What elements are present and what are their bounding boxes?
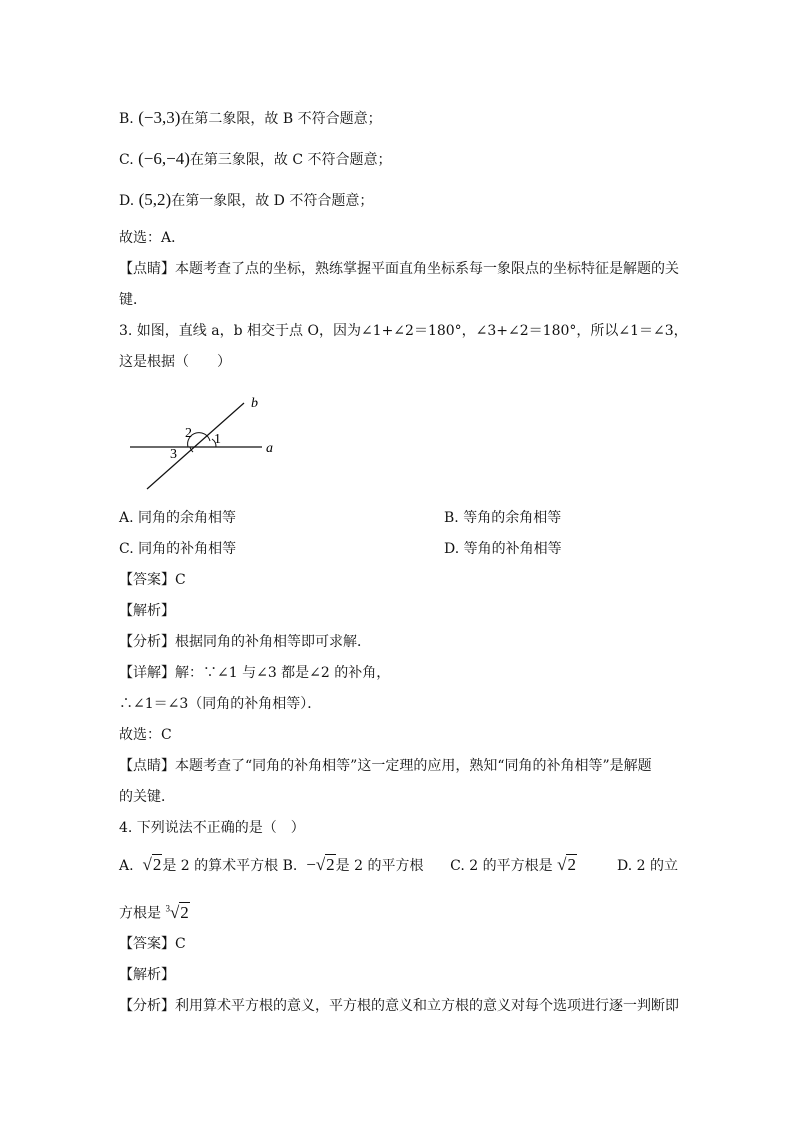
q3-answer: 【答案】C [119, 572, 186, 588]
q4-option-a-text: 是 2 的算术平方根 [162, 858, 279, 874]
q4-option-a-label: A. [119, 858, 134, 874]
q3-option-c: C. 同角的补角相等 [119, 541, 237, 557]
label-b: b [251, 396, 258, 411]
q3-choice: 故选：C [119, 727, 172, 743]
q4-stem: 4. 下列说法不正确的是（ ） [119, 820, 305, 836]
line-b [147, 403, 244, 489]
q4-analysis-tag: 【解析】 [119, 967, 175, 983]
q2-option-c: C. (−6,−4)在第三象限，故 C 不符合题意； [119, 149, 392, 168]
q3-analysis-tag: 【解析】 [119, 603, 175, 619]
label-2: 2 [185, 426, 192, 441]
q3-option-d: D. 等角的补角相等 [444, 541, 562, 557]
q4-options-line2: 方根是 $^3$√2 [119, 902, 189, 922]
q2-comment-line2: 键． [119, 292, 147, 308]
q3-figure [120, 390, 290, 495]
q3-option-a: A. 同角的余角相等 [119, 510, 237, 526]
q3-stem-line2: 这是根据（ ） [119, 354, 231, 370]
q2-option-b: B. (−3,3)在第二象限，故 B 不符合题意； [119, 108, 382, 127]
q4-fenxi: 【分析】利用算术平方根的意义，平方根的意义和立方根的意义对每个选项进行逐一判断即 [119, 998, 679, 1014]
label-3: 3 [170, 447, 177, 462]
q4-answer: 【答案】C [119, 936, 186, 952]
q4-option-d: D. 2 的立 [617, 858, 678, 874]
q3-comment-line2: 的关键． [119, 789, 175, 805]
q4-option-c-sqrt: √2 [557, 855, 576, 874]
q3-option-b: B. 等角的余角相等 [444, 510, 562, 526]
q4-option-b-neg-sqrt: −√2 [306, 855, 335, 874]
q2-option-d: D. (5,2)在第一象限，故 D 不符合题意； [119, 190, 374, 209]
q2-comment-line1: 【点睛】本题考查了点的坐标，熟练掌握平面直角坐标系每一象限点的坐标特征是解题的关 [119, 261, 679, 277]
q4-option-b-text: 是 2 的平方根 [335, 858, 424, 874]
q3-comment-line1: 【点睛】本题考查了“同角的补角相等”这一定理的应用，熟知“同角的补角相等”是解题 [119, 758, 652, 774]
q4-options-line1 [119, 855, 678, 876]
q4-option-d-cbrt: $^3$√2 [165, 902, 189, 922]
label-a: a [266, 441, 273, 456]
q3-conclusion: ∴∠1＝∠3（同角的补角相等）． [119, 696, 322, 712]
label-1: 1 [214, 432, 221, 447]
q3-xiangjie: 【详解】解：∵∠1 与∠3 都是∠2 的补角， [119, 665, 391, 681]
q3-fenxi: 【分析】根据同角的补角相等即可求解． [119, 634, 371, 650]
q4-option-a-sqrt: √2 [142, 855, 162, 874]
q4-option-c: C. 2 的平方根是 [450, 858, 553, 874]
q3-stem-line1: 3. 如图，直线 a，b 相交于点 O，因为∠1+∠2＝180°，∠3+∠2＝180°，所以∠1＝∠3， [119, 323, 688, 339]
q2-choice: 故选：A． [119, 230, 186, 246]
q4-option-b-label: B. [282, 858, 298, 874]
